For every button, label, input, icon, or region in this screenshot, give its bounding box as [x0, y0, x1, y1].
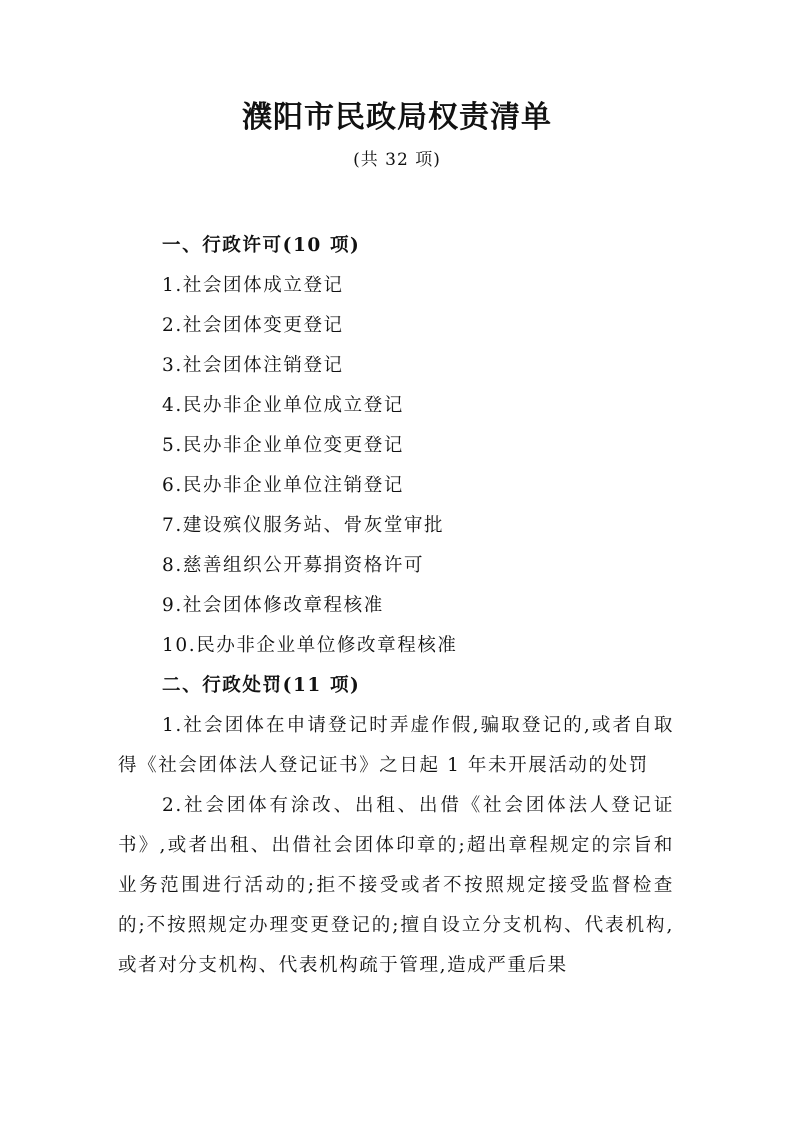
- list-item: 2.社会团体变更登记: [162, 315, 344, 336]
- document-subtitle: (共 32 项): [353, 150, 441, 170]
- list-item: 10.民办非企业单位修改章程核准: [162, 635, 458, 656]
- list-item: 7.建设殡仪服务站、骨灰堂审批: [162, 515, 445, 536]
- list-item: 8.慈善组织公开募捐资格许可: [162, 555, 425, 576]
- list-item: 9.社会团体修改章程核准: [162, 595, 384, 616]
- list-item: 3.社会团体注销登记: [162, 355, 344, 376]
- section-heading-administrative-license: 一、行政许可(10 项): [162, 235, 361, 256]
- list-item: 5.民办非企业单位变更登记: [162, 435, 404, 456]
- paragraph-item: 1.社会团体在申请登记时弄虚作假,骗取登记的,或者自取得《社会团体法人登记证书》之日起 1 年未开展活动的处罚: [118, 715, 674, 776]
- paragraph-item: 2.社会团体有涂改、出租、出借《社会团体法人登记证书》,或者出租、出借社会团体印章的;超出章程规定的宗旨和业务范围进行活动的;拒不接受或者不按照规定接受监督检查的;不按照规定办理变更登记的;擅自设立分支机构、代表机构,或者对分支机构、代表机构疏于管理,造成严重后果: [118, 795, 674, 976]
- list-item: 1.社会团体成立登记: [162, 275, 344, 296]
- document-title: 濮阳市民政局权责清单: [242, 100, 552, 135]
- document-body: [118, 226, 674, 986]
- list-item: 6.民办非企业单位注销登记: [162, 475, 404, 496]
- section-heading-administrative-penalty: 二、行政处罚(11 项): [162, 675, 361, 696]
- list-item: 4.民办非企业单位成立登记: [162, 395, 404, 416]
